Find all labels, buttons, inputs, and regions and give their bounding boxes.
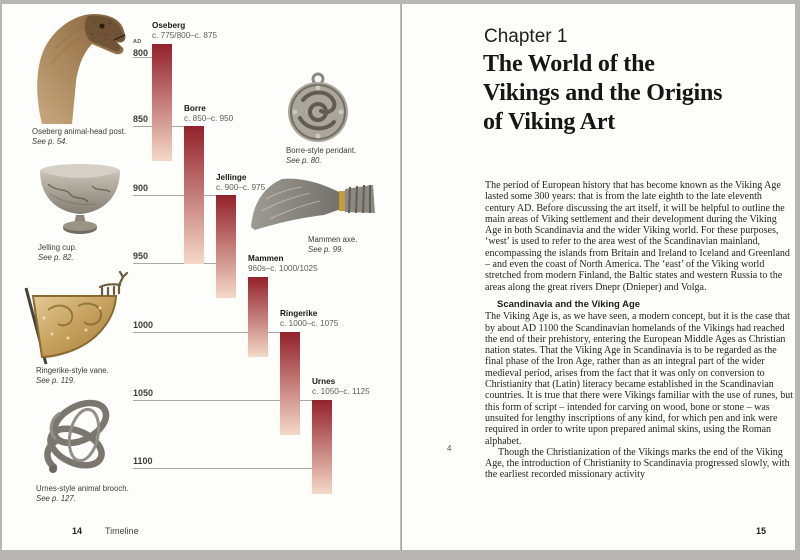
page-gutter (400, 4, 402, 550)
figure-caption-borre (286, 146, 416, 165)
style-dates: c. 1050–c. 1125 (312, 387, 370, 396)
figure-jelling-cup (36, 162, 124, 238)
caption-text: Jelling cup. (38, 243, 78, 252)
timeline-label-mammen (248, 254, 318, 274)
style-name: Jellinge (216, 173, 247, 182)
body-paragraph: The Viking Age is, as we have seen, a modern concept, but it is the case that by about AD 1100 the Scandinavian homelands of the Vikings had reached the end of their prehistory, entering the European Middle Ages as Christian nation states. That the Viking Age in Scandinavia is to be regarded as the final phase of the Iron Age, rather than as an integral part of the wider medieval period, arises from the fact that it was only on conversion to Christianity that (Latin) literacy became established in the Scandinavian countries. It is true that there were Vikings familiar with the use of runes, but this form of script – intended for carving on wood, bone or stone – was unsuited for lengthy inscriptions of any kind, for which pen and ink were required in order to write upon prepared animal skins, using the Roman alphabet. (485, 311, 794, 447)
style-name: Mammen (248, 254, 284, 263)
timeline-year-1100: 1100 (133, 456, 153, 466)
caption-reference: See p. 127. (36, 493, 76, 503)
style-dates: c. 900–c. 975 (216, 183, 266, 192)
figure-borre-pendant (281, 70, 355, 144)
running-head: Timeline (105, 526, 139, 536)
page-number-left: 14 (72, 526, 83, 536)
style-dates: c. 1000–c. 1075 (280, 319, 339, 328)
jelling-cup-image (36, 162, 124, 238)
caption-reference: See p. 119. (36, 375, 76, 385)
caption-text: Ringerike-style vane. (36, 366, 109, 375)
timeline-year-850: 850 (133, 114, 149, 124)
vane-deer-figure (100, 272, 127, 295)
chapter-title-line: Vikings and the Origins (483, 80, 723, 106)
timeline-label-ringerike (280, 309, 338, 329)
timeline-label-urnes (312, 377, 370, 397)
timeline-year-950: 950 (133, 251, 149, 261)
body-paragraph: The period of European history that has become known as the Viking Age lasted some 300 years: that is from the late eighth to the late eleventh century AD. Before discussing the art itself, it will be helpful to outline the main areas of Viking settlement and their development during the Viking Age in both Scandinavia and the wider Viking world. For these purposes, ‘west’ is used to refer to the area west of the Scandinavian mainland, encompassing the islands from Britain and Ireland to Iceland and Greenland – and even the coast of North America. The ‘east’ of the Viking world stretched from modern Finland, the Baltic states and western Russia to the areas along the great rivers Dnepr (Dnieper) and Volga. (485, 180, 790, 293)
timeline-era-label: AD (133, 39, 142, 45)
timeline-bar-borre (184, 126, 204, 264)
timeline-year-900: 900 (133, 183, 149, 193)
timeline-gridline-1100 (133, 468, 312, 469)
caption-reference: See p. 80. (286, 155, 322, 165)
style-name: Oseberg (152, 21, 186, 30)
caption-text: Urnes-style animal brooch. (36, 484, 129, 493)
figure-oseberg-post (26, 6, 132, 124)
borre-pendant-image (281, 70, 355, 144)
ringerike-vane-image (16, 268, 134, 365)
style-name: Ringerike (280, 309, 318, 318)
style-name: Urnes (312, 377, 336, 386)
timeline-bar-mammen (248, 277, 268, 357)
chapter-title-line: of Viking Art (483, 109, 616, 135)
figure-ringerike-vane (16, 268, 134, 365)
margin-figure-reference: 4 (447, 444, 452, 453)
body-text-column (485, 180, 794, 481)
timeline-bar-jellinge (216, 195, 236, 298)
timeline-year-text: 800 (133, 48, 149, 58)
style-dates: c. 775/800–c. 875 (152, 31, 218, 40)
style-name: Borre (184, 104, 206, 113)
timeline-year-1000: 1000 (133, 320, 154, 330)
oseberg-post-image (26, 6, 132, 124)
body-paragraph: Though the Christianization of the Vikings marks the end of the Viking Age, the introduction of Christianity to Scandinavia progressed slowly, with the earliest recorded missionary activity (485, 446, 790, 481)
style-dates: 960s–c. 1000/1025 (248, 264, 318, 273)
figure-caption-urnes (36, 484, 166, 503)
chapter-title (483, 50, 722, 137)
section-subheading: Scandinavia and the Viking Age (497, 298, 641, 310)
timeline-bar-oseberg (152, 44, 172, 161)
timeline-label-oseberg (152, 21, 217, 41)
caption-text: Mammen axe. (308, 235, 358, 244)
timeline-year-800 (133, 38, 148, 58)
style-dates: c. 850–c. 950 (184, 114, 234, 123)
timeline-year-1050: 1050 (133, 388, 154, 398)
figure-caption-oseberg (32, 127, 162, 146)
chapter-label: Chapter 1 (484, 26, 568, 47)
figure-urnes-brooch (36, 389, 122, 482)
caption-reference: See p. 82. (38, 252, 74, 262)
timeline-label-borre (184, 104, 233, 124)
mammen-axe-image (246, 175, 376, 235)
caption-text: Borre-style pendant. (286, 146, 357, 155)
timeline-label-jellinge (216, 173, 265, 193)
chapter-title-line: The World of the (483, 51, 655, 77)
caption-text: Oseberg animal-head post. (32, 127, 127, 136)
timeline-bar-urnes (312, 400, 332, 494)
caption-reference: See p. 54. (32, 136, 68, 146)
figure-caption-vane (36, 366, 166, 385)
figure-caption-jelling (38, 243, 168, 262)
timeline-bar-ringerike (280, 332, 300, 435)
figure-caption-axe (308, 235, 438, 254)
page-number-right: 15 (756, 526, 767, 536)
urnes-brooch-image (36, 389, 122, 482)
figure-mammen-axe (246, 175, 376, 235)
caption-reference: See p. 99. (308, 244, 344, 254)
